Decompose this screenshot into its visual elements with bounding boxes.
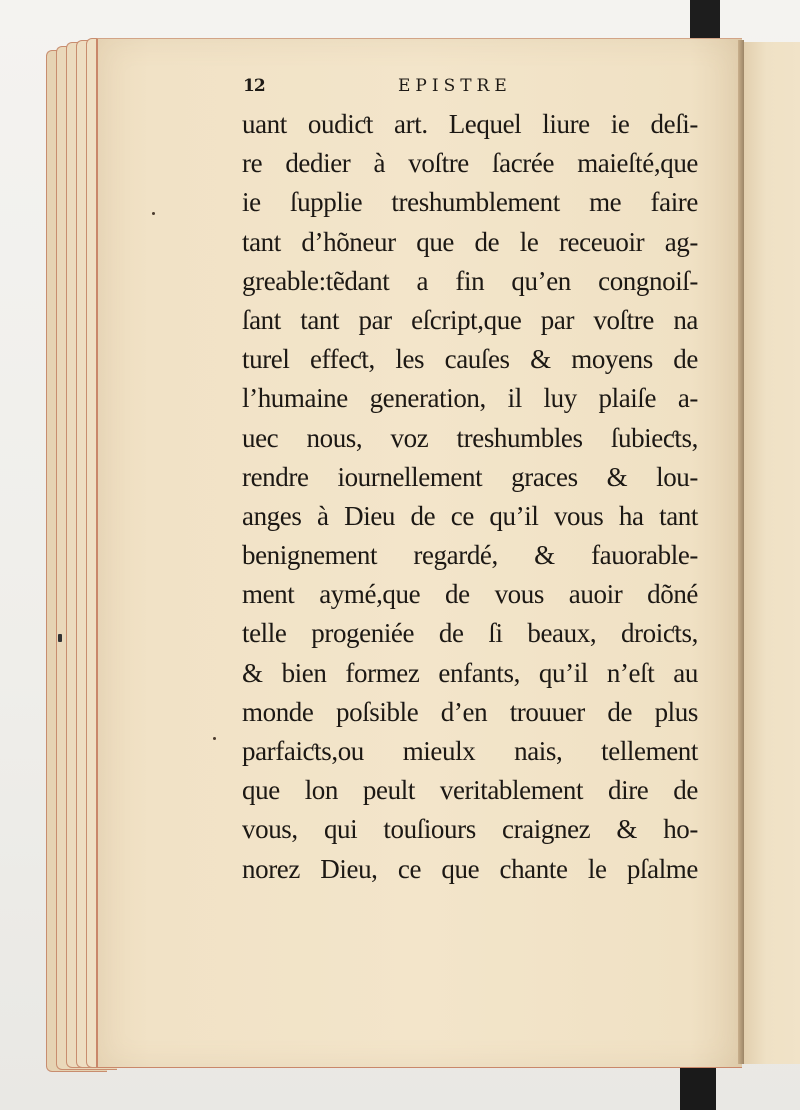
text-line: ie ſupplie treshumblement me faire — [242, 187, 698, 218]
running-head-title: EPISTRE — [398, 76, 512, 96]
text-line: parfaiƈts,ou mieulx nais, tellement — [242, 736, 698, 766]
facing-page — [744, 42, 800, 1064]
bookmark-ribbon-top — [690, 0, 720, 38]
text-line: ſant tant par eſcript,que par voſtre na — [242, 304, 698, 335]
text-line: benignement regardé, & fauorable- — [242, 540, 698, 571]
text-line: re dedier à voſtre ſacrée maieſté,que — [242, 148, 698, 179]
text-line: greable:tẽdant a fin qu’en congnoiſ- — [242, 265, 698, 296]
ink-speck — [213, 737, 216, 740]
text-line: vous, qui touſiours craignez & ho- — [242, 814, 698, 845]
ink-speck — [58, 634, 62, 642]
text-line: tant d’hõneur que de le receuoir ag- — [242, 226, 698, 257]
text-line: & bien formez enfants, qu’il n’eſt au — [242, 657, 698, 688]
text-line: rendre iournellement graces & lou- — [242, 461, 698, 492]
text-line: que lon peult veritablement dire de — [242, 775, 698, 806]
bookmark-ribbon-bottom — [680, 1068, 716, 1110]
text-line: ment aymé,que de vous auoir dõné — [242, 579, 698, 610]
text-line: telle progeniée de ſi beaux, droiƈts, — [242, 618, 698, 649]
text-line: turel effeƈt, les cauſes & moyens de — [242, 344, 698, 375]
text-line: uec nous, voz treshumbles ſubieƈts, — [242, 422, 698, 453]
text-line: anges à Dieu de ce qu’il vous ha tant — [242, 500, 698, 531]
text-line: monde poſsible d’en trouuer de plus — [242, 696, 698, 727]
ink-speck — [152, 212, 155, 215]
body-text — [242, 105, 698, 889]
text-line: l’humaine generation, il luy plaiſe a- — [242, 383, 698, 414]
page-number: 12 — [243, 76, 265, 96]
text-line: norez Dieu, ce que chante le pſalme — [242, 853, 698, 884]
text-line: uant oudiƈt art. Lequel liure ie deſi- — [242, 109, 698, 139]
